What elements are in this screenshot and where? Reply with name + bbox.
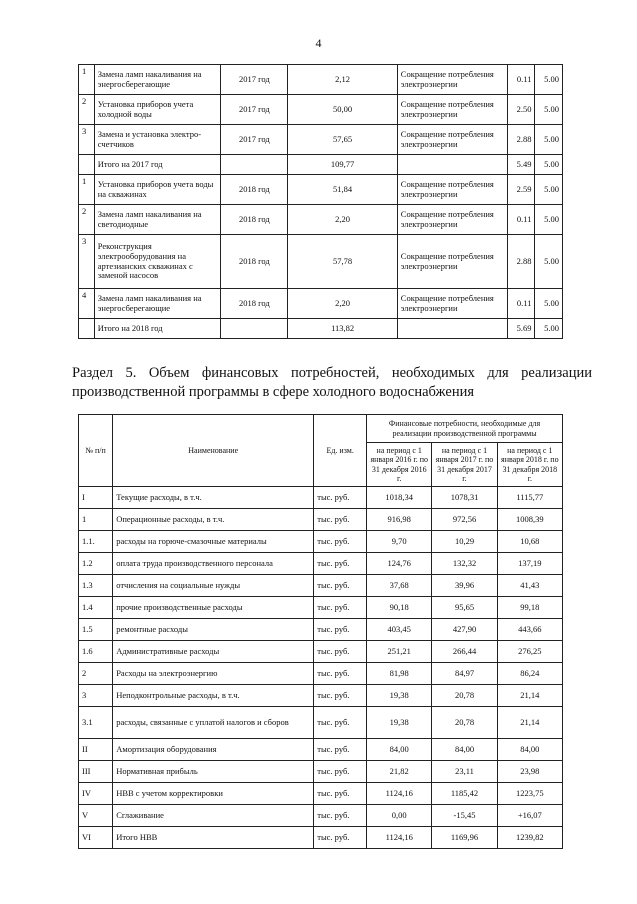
- table-row: [79, 827, 563, 849]
- item-name: оплата труда производственного персонала: [113, 553, 314, 575]
- table-row: [79, 663, 563, 685]
- table-row: [79, 575, 563, 597]
- row-number: 2: [79, 205, 95, 235]
- value-2016: 251,21: [367, 641, 432, 663]
- row-number: 2: [79, 663, 113, 685]
- value-2018: 21,14: [497, 685, 562, 707]
- header-num: № п/п: [79, 415, 113, 487]
- row-number: 3: [79, 235, 95, 289]
- measure-year: [221, 155, 288, 175]
- value-2017: 427,90: [432, 619, 497, 641]
- measure-name: Замена ламп накаливания на энергосберегающие: [94, 65, 221, 95]
- table-row: [79, 289, 563, 319]
- measure-value-2: 5.00: [535, 319, 563, 339]
- item-unit: тыс. руб.: [314, 827, 367, 849]
- measure-cost: 109,77: [288, 155, 397, 175]
- row-number: [79, 319, 95, 339]
- value-2018: 276,25: [497, 641, 562, 663]
- measure-cost: 50,00: [288, 95, 397, 125]
- table-row: [79, 235, 563, 289]
- item-unit: тыс. руб.: [314, 739, 367, 761]
- item-unit: тыс. руб.: [314, 685, 367, 707]
- item-name: Расходы на электроэнергию: [113, 663, 314, 685]
- measure-value-1: 2.50: [508, 95, 535, 125]
- item-name: Неподконтрольные расходы, в т.ч.: [113, 685, 314, 707]
- row-number: 1: [79, 509, 113, 531]
- measure-cost: 51,84: [288, 175, 397, 205]
- table-row: [79, 739, 563, 761]
- header-period-2018: на период с 1 января 2018 г. по 31 декабря 2018 г.: [497, 443, 562, 487]
- measure-name: Замена ламп накаливания на светодиодные: [94, 205, 221, 235]
- item-unit: тыс. руб.: [314, 487, 367, 509]
- value-2018: 1115,77: [497, 487, 562, 509]
- measure-name: Установка приборов учета воды на скважинах: [94, 175, 221, 205]
- table-row: [79, 319, 563, 339]
- measure-value-1: 0.11: [508, 205, 535, 235]
- table-row: [79, 805, 563, 827]
- item-name: Амортизация оборудования: [113, 739, 314, 761]
- measure-cost: 57,78: [288, 235, 397, 289]
- item-unit: тыс. руб.: [314, 575, 367, 597]
- item-name: Итого НВВ: [113, 827, 314, 849]
- measure-value-1: 0.11: [508, 65, 535, 95]
- value-2017: 84,97: [432, 663, 497, 685]
- value-2017: 1169,96: [432, 827, 497, 849]
- value-2017: 95,65: [432, 597, 497, 619]
- row-number: [79, 155, 95, 175]
- measure-value-2: 5.00: [535, 205, 563, 235]
- measure-value-1: 2.88: [508, 235, 535, 289]
- measure-effect: [397, 319, 507, 339]
- value-2016: 81,98: [367, 663, 432, 685]
- value-2018: 21,14: [497, 707, 562, 739]
- value-2016: 916,98: [367, 509, 432, 531]
- measure-year: 2017 год: [221, 95, 288, 125]
- value-2016: 84,00: [367, 739, 432, 761]
- value-2018: 99,18: [497, 597, 562, 619]
- value-2018: 86,24: [497, 663, 562, 685]
- measure-effect: [397, 155, 507, 175]
- row-number: IV: [79, 783, 113, 805]
- page-number: 4: [315, 36, 322, 50]
- value-2018: 443,66: [497, 619, 562, 641]
- measure-name: Замена и установка электро-счетчиков: [94, 125, 221, 155]
- row-number: II: [79, 739, 113, 761]
- table-row: [79, 783, 563, 805]
- item-name: НВВ с учетом корректировки: [113, 783, 314, 805]
- value-2017: 1078,31: [432, 487, 497, 509]
- value-2016: 0,00: [367, 805, 432, 827]
- table-row: [79, 487, 563, 509]
- row-number: 1.1.: [79, 531, 113, 553]
- measure-effect: Сокращение потребления электроэнергии: [397, 235, 507, 289]
- header-period-2016: на период с 1 января 2016 г. по 31 декабря 2016 г.: [367, 443, 432, 487]
- row-number: 1.5: [79, 619, 113, 641]
- value-2018: 1239,82: [497, 827, 562, 849]
- item-unit: тыс. руб.: [314, 509, 367, 531]
- table-row: [79, 553, 563, 575]
- item-unit: тыс. руб.: [314, 805, 367, 827]
- measure-cost: 57,65: [288, 125, 397, 155]
- table-row: [79, 205, 563, 235]
- measure-cost: 2,20: [288, 289, 397, 319]
- item-name: Административные расходы: [113, 641, 314, 663]
- measure-effect: Сокращение потребления электроэнергии: [397, 175, 507, 205]
- table-header-row: [79, 415, 563, 443]
- value-2016: 9,70: [367, 531, 432, 553]
- measure-value-1: 2.88: [508, 125, 535, 155]
- table-row: [79, 597, 563, 619]
- item-unit: тыс. руб.: [314, 663, 367, 685]
- header-name: Наименование: [113, 415, 314, 487]
- row-number: 2: [79, 95, 95, 125]
- value-2017: 23,11: [432, 761, 497, 783]
- table-row: [79, 65, 563, 95]
- item-name: Текущие расходы, в т.ч.: [113, 487, 314, 509]
- value-2017: 39,96: [432, 575, 497, 597]
- item-name: прочие производственные расходы: [113, 597, 314, 619]
- measure-year: 2018 год: [221, 289, 288, 319]
- measure-year: [221, 319, 288, 339]
- table-row: [79, 619, 563, 641]
- measure-value-1: 5.69: [508, 319, 535, 339]
- item-unit: тыс. руб.: [314, 783, 367, 805]
- row-number: VI: [79, 827, 113, 849]
- row-number: I: [79, 487, 113, 509]
- measure-effect: Сокращение потребления электроэнергии: [397, 289, 507, 319]
- measure-value-2: 5.00: [535, 95, 563, 125]
- item-name: расходы, связанные с уплатой налогов и сборов: [113, 707, 314, 739]
- measure-value-2: 5.00: [535, 289, 563, 319]
- table-row: [79, 509, 563, 531]
- row-number: 3: [79, 125, 95, 155]
- measure-year: 2018 год: [221, 205, 288, 235]
- value-2016: 37,68: [367, 575, 432, 597]
- row-number: 1: [79, 175, 95, 205]
- value-2016: 19,38: [367, 685, 432, 707]
- table-row: [79, 685, 563, 707]
- table-row: [79, 95, 563, 125]
- header-group: Финансовые потребности, необходимые для реализации производственной программы: [367, 415, 563, 443]
- value-2018: 1008,39: [497, 509, 562, 531]
- item-name: Нормативная прибыль: [113, 761, 314, 783]
- row-number: 1.3: [79, 575, 113, 597]
- value-2018: 23,98: [497, 761, 562, 783]
- value-2018: +16,07: [497, 805, 562, 827]
- row-number: 1.2: [79, 553, 113, 575]
- measure-effect: Сокращение потребления электроэнергии: [397, 205, 507, 235]
- row-number: III: [79, 761, 113, 783]
- item-unit: тыс. руб.: [314, 553, 367, 575]
- measure-name: Итого на 2018 год: [94, 319, 221, 339]
- value-2017: 84,00: [432, 739, 497, 761]
- value-2017: 20,78: [432, 685, 497, 707]
- item-name: отчисления на социальные нужды: [113, 575, 314, 597]
- table-row: [79, 155, 563, 175]
- item-name: ремонтные расходы: [113, 619, 314, 641]
- item-unit: тыс. руб.: [314, 531, 367, 553]
- item-name: расходы на горюче-смазочные материалы: [113, 531, 314, 553]
- value-2017: 132,32: [432, 553, 497, 575]
- measure-cost: 2,20: [288, 205, 397, 235]
- measure-value-2: 5.00: [535, 155, 563, 175]
- row-number: 4: [79, 289, 95, 319]
- value-2018: 10,68: [497, 531, 562, 553]
- item-unit: тыс. руб.: [314, 641, 367, 663]
- table-row: [79, 531, 563, 553]
- measure-value-2: 5.00: [535, 175, 563, 205]
- measures-table: [78, 64, 563, 339]
- measure-value-2: 5.00: [535, 65, 563, 95]
- measure-cost: 2,12: [288, 65, 397, 95]
- value-2017: 20,78: [432, 707, 497, 739]
- measure-year: 2017 год: [221, 125, 288, 155]
- value-2017: 972,56: [432, 509, 497, 531]
- value-2016: 124,76: [367, 553, 432, 575]
- value-2016: 1018,34: [367, 487, 432, 509]
- row-number: 3: [79, 685, 113, 707]
- value-2016: 403,45: [367, 619, 432, 641]
- value-2018: 41,43: [497, 575, 562, 597]
- measure-year: 2018 год: [221, 235, 288, 289]
- value-2017: -15,45: [432, 805, 497, 827]
- measure-year: 2018 год: [221, 175, 288, 205]
- row-number: 1: [79, 65, 95, 95]
- measure-value-1: 2.59: [508, 175, 535, 205]
- row-number: 1.4: [79, 597, 113, 619]
- measure-name: Итого на 2017 год: [94, 155, 221, 175]
- measure-name: Установка приборов учета холодной воды: [94, 95, 221, 125]
- value-2016: 19,38: [367, 707, 432, 739]
- value-2017: 1185,42: [432, 783, 497, 805]
- measure-name: Реконструкция электрооборудования на артезианских скважинах с заменой насосов: [94, 235, 221, 289]
- table-row: [79, 707, 563, 739]
- header-period-2017: на период с 1 января 2017 г. по 31 декабря 2017 г.: [432, 443, 497, 487]
- measure-cost: 113,82: [288, 319, 397, 339]
- financial-needs-table: [78, 414, 563, 849]
- item-unit: тыс. руб.: [314, 597, 367, 619]
- measure-value-2: 5.00: [535, 125, 563, 155]
- value-2018: 1223,75: [497, 783, 562, 805]
- item-unit: тыс. руб.: [314, 707, 367, 739]
- row-number: V: [79, 805, 113, 827]
- value-2016: 1124,16: [367, 783, 432, 805]
- measure-effect: Сокращение потребления электроэнергии: [397, 125, 507, 155]
- item-name: Сглаживание: [113, 805, 314, 827]
- value-2016: 90,18: [367, 597, 432, 619]
- header-unit: Ед. изм.: [314, 415, 367, 487]
- value-2018: 137,19: [497, 553, 562, 575]
- measure-value-1: 5.49: [508, 155, 535, 175]
- measure-value-2: 5.00: [535, 235, 563, 289]
- item-unit: тыс. руб.: [314, 761, 367, 783]
- measure-name: Замена ламп накаливания на энергосберегающие: [94, 289, 221, 319]
- value-2017: 266,44: [432, 641, 497, 663]
- table-row: [79, 175, 563, 205]
- value-2016: 21,82: [367, 761, 432, 783]
- value-2016: 1124,16: [367, 827, 432, 849]
- item-name: Операционные расходы, в т.ч.: [113, 509, 314, 531]
- section-title: Раздел 5. Объем финансовых потребностей, необходимых для реализации производственной программы в сфере холодного водоснабжения: [72, 365, 592, 400]
- table-row: [79, 761, 563, 783]
- value-2017: 10,29: [432, 531, 497, 553]
- table-row: [79, 125, 563, 155]
- measure-value-1: 0.11: [508, 289, 535, 319]
- table-row: [79, 641, 563, 663]
- row-number: 3.1: [79, 707, 113, 739]
- row-number: 1.6: [79, 641, 113, 663]
- measure-effect: Сокращение потребления электроэнергии: [397, 65, 507, 95]
- value-2018: 84,00: [497, 739, 562, 761]
- item-unit: тыс. руб.: [314, 619, 367, 641]
- measure-year: 2017 год: [221, 65, 288, 95]
- measure-effect: Сокращение потребления электроэнергии: [397, 95, 507, 125]
